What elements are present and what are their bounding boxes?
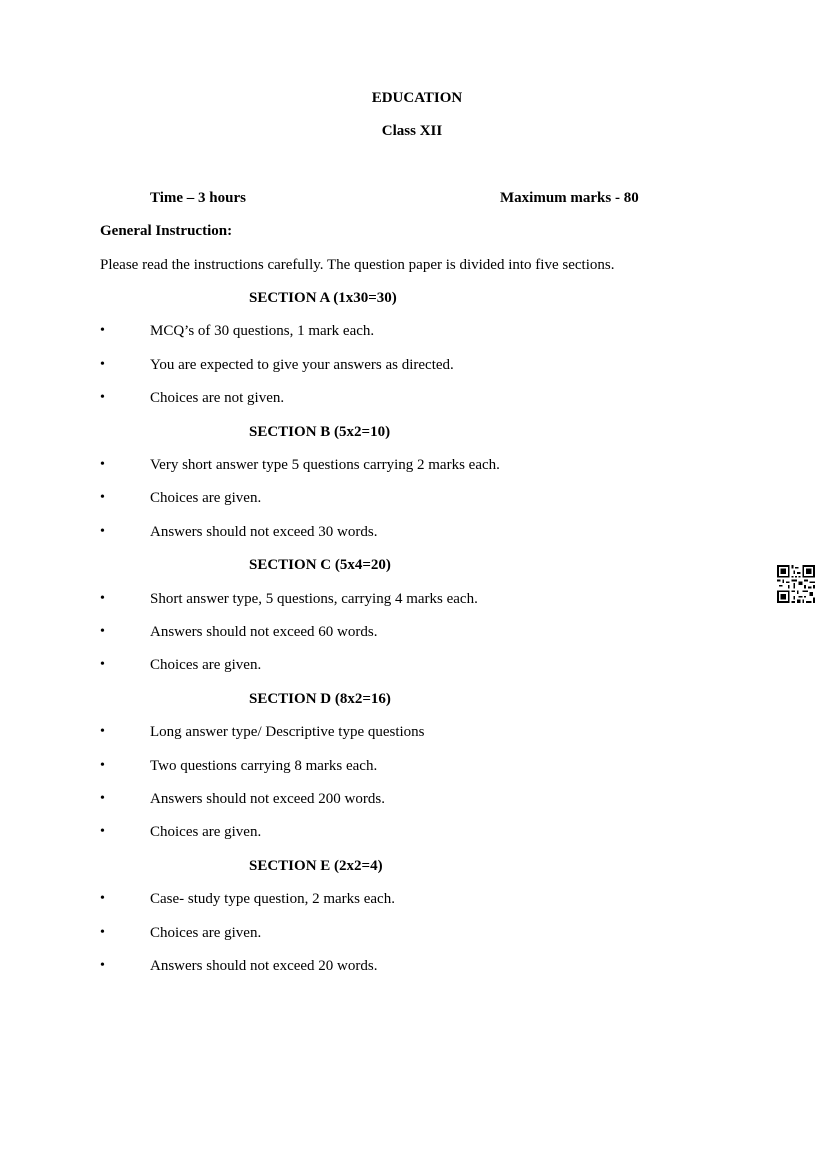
bullet-icon: • [100, 624, 105, 639]
bullet-icon: • [100, 524, 105, 539]
bullet-icon: • [100, 390, 105, 405]
time-label: Time – 3 hours [150, 190, 246, 206]
bullet-icon: • [100, 457, 105, 472]
instruction-item: You are expected to give your answers as directed. [150, 357, 454, 373]
bullet-icon: • [100, 323, 105, 338]
section-title: SECTION E (2x2=4) [249, 858, 383, 874]
bullet-icon: • [100, 824, 105, 839]
subject-title: EDUCATION [371, 90, 463, 106]
section-title: SECTION D (8x2=16) [249, 691, 391, 707]
instruction-item: Answers should not exceed 60 words. [150, 624, 378, 640]
instruction-item: Choices are given. [150, 657, 262, 673]
max-marks-label: Maximum marks - 80 [500, 190, 639, 206]
instruction-item: Answers should not exceed 200 words. [150, 791, 385, 807]
section-title: SECTION B (5x2=10) [249, 424, 391, 440]
bullet-icon: • [100, 958, 105, 973]
instruction-item: Case- study type question, 2 marks each. [150, 891, 395, 907]
instruction-item: Very short answer type 5 questions carrying 2 marks each. [150, 457, 500, 473]
qr-code-icon [777, 565, 815, 603]
bullet-icon: • [100, 724, 105, 739]
bullet-icon: • [100, 490, 105, 505]
general-instruction-heading: General Instruction: [100, 223, 233, 239]
general-instruction-intro: Please read the instructions carefully. The question paper is divided into five sections. [100, 257, 615, 273]
instruction-item: MCQ’s of 30 questions, 1 mark each. [150, 323, 375, 339]
instruction-item: Short answer type, 5 questions, carrying 4 marks each. [150, 591, 478, 607]
instruction-item: Two questions carrying 8 marks each. [150, 758, 378, 774]
bullet-icon: • [100, 791, 105, 806]
bullet-icon: • [100, 357, 105, 372]
instruction-item: Choices are given. [150, 824, 262, 840]
instruction-item: Choices are given. [150, 490, 262, 506]
section-title: SECTION A (1x30=30) [249, 290, 397, 306]
bullet-icon: • [100, 657, 105, 672]
section-title: SECTION C (5x4=20) [249, 557, 391, 573]
class-title: Class XII [381, 123, 443, 139]
instruction-item: Choices are not given. [150, 390, 285, 406]
instruction-item: Answers should not exceed 20 words. [150, 958, 378, 974]
bullet-icon: • [100, 758, 105, 773]
bullet-icon: • [100, 925, 105, 940]
bullet-icon: • [100, 591, 105, 606]
instruction-item: Long answer type/ Descriptive type questions [150, 724, 425, 740]
instruction-item: Answers should not exceed 30 words. [150, 524, 378, 540]
bullet-icon: • [100, 891, 105, 906]
instruction-item: Choices are given. [150, 925, 262, 941]
